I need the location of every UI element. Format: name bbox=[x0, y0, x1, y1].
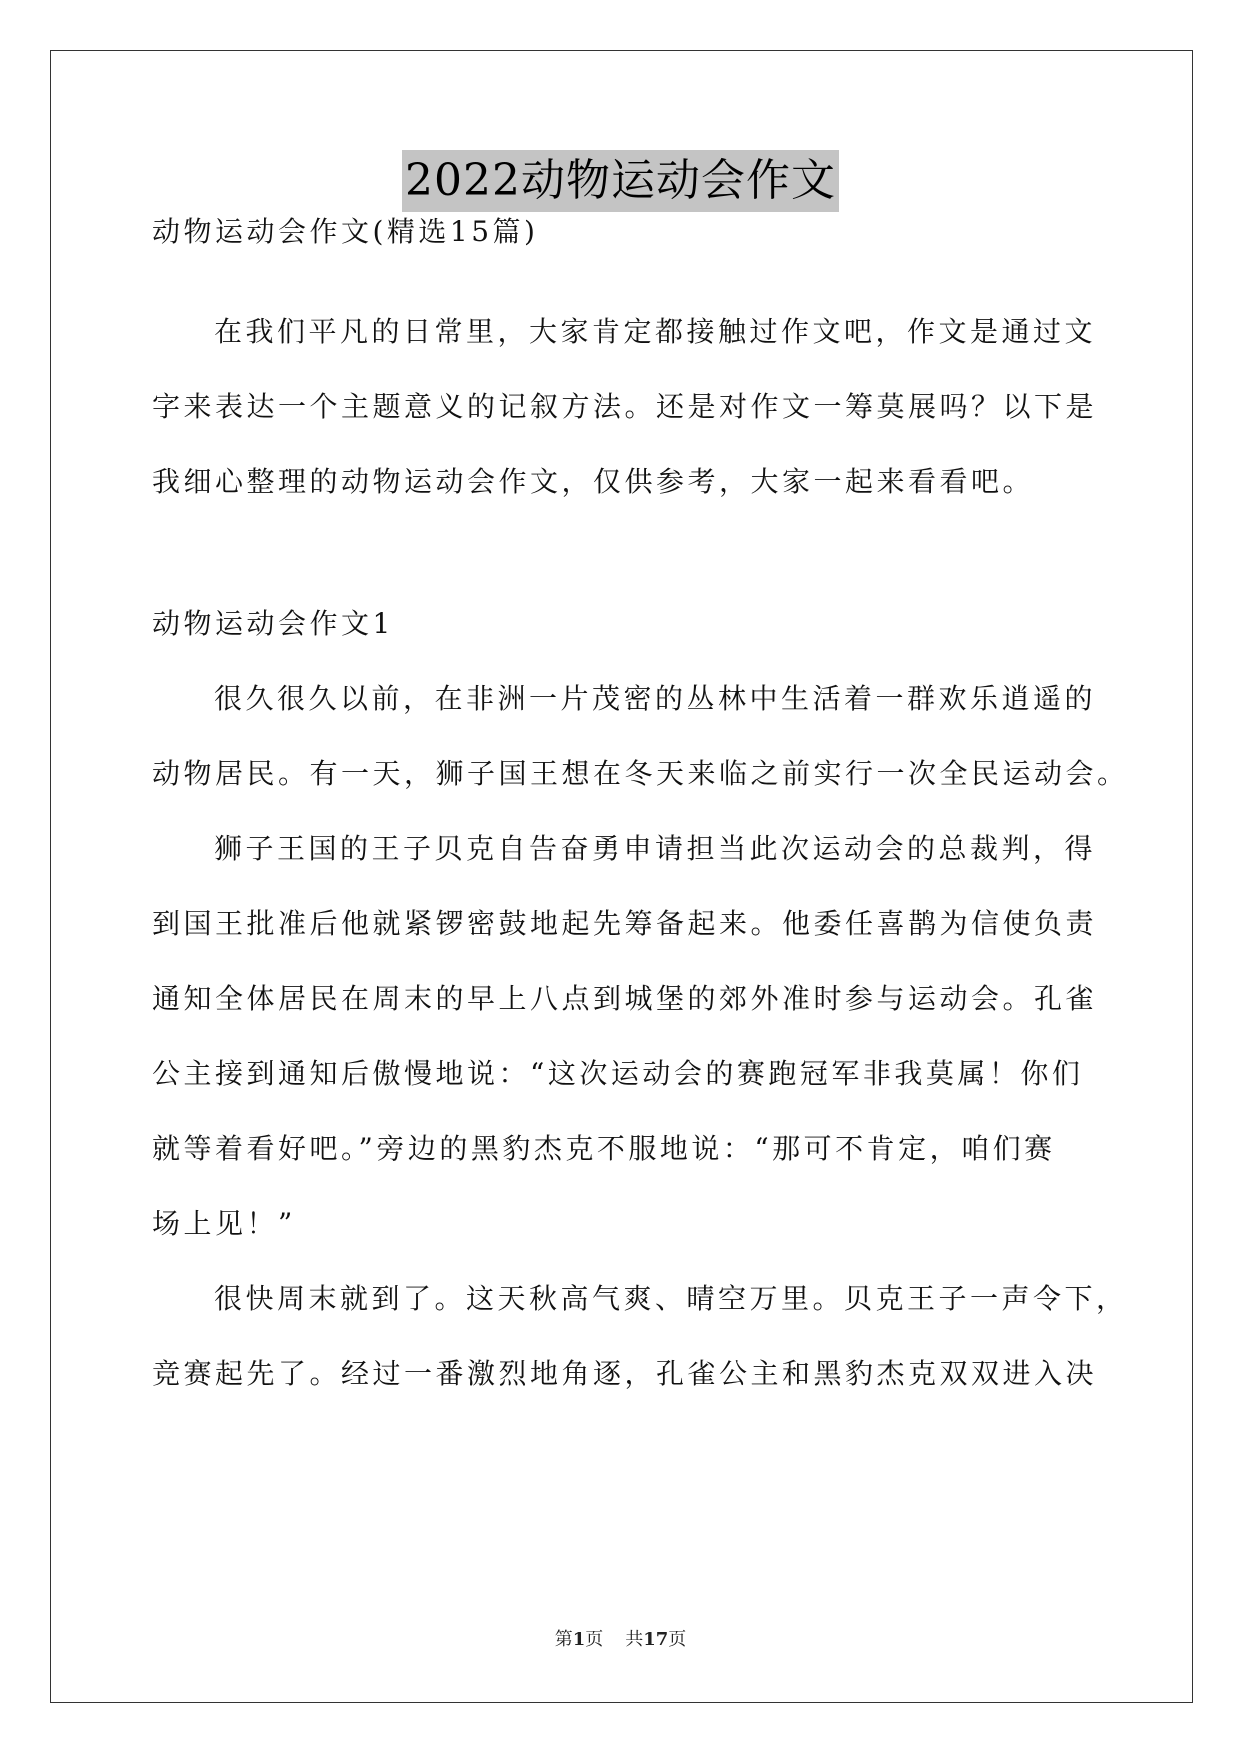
body-line: 狮子王国的王子贝克自告奋勇申请担当此次运动会的总裁判，得 bbox=[214, 832, 1097, 865]
intro-line: 字来表达一个主题意义的记叙方法。还是对作文一筹莫展吗？以下是 bbox=[152, 390, 1098, 423]
body-line: 很久很久以前，在非洲一片茂密的丛林中生活着一群欢乐逍遥的 bbox=[214, 682, 1097, 715]
page-prefix: 第 bbox=[554, 1629, 573, 1650]
page-suffix: 页 bbox=[585, 1629, 604, 1650]
body-line: 通知全体居民在周末的早上八点到城堡的郊外准时参与运动会。孔雀 bbox=[152, 982, 1098, 1015]
document-title: 2022动物运动会作文 bbox=[402, 150, 839, 212]
body-line: 公主接到通知后傲慢地说：“这次运动会的赛跑冠军非我莫属！你们 bbox=[152, 1057, 1084, 1090]
total-prefix: 共 bbox=[625, 1629, 644, 1650]
body-line: 就等着看好吧。”旁边的黑豹杰克不服地说：“那可不肯定，咱们赛 bbox=[152, 1132, 1056, 1165]
page-border bbox=[50, 50, 1193, 1703]
body-line: 竞赛起先了。经过一番激烈地角逐，孔雀公主和黑豹杰克双双进入决 bbox=[152, 1357, 1098, 1390]
total-pages-number: 17 bbox=[643, 1629, 669, 1650]
document-subtitle: 动物运动会作文(精选15篇) bbox=[152, 215, 539, 248]
intro-line: 我细心整理的动物运动会作文，仅供参考，大家一起来看看吧。 bbox=[152, 465, 1035, 498]
body-line: 动物居民。有一天，狮子国王想在冬天来临之前实行一次全民运动会。 bbox=[152, 757, 1129, 790]
body-line: 很快周末就到了。这天秋高气爽、晴空万里。贝克王子一声令下， bbox=[214, 1282, 1128, 1315]
section-heading: 动物运动会作文1 bbox=[152, 607, 394, 640]
body-line: 场上见！” bbox=[152, 1207, 296, 1240]
intro-line: 在我们平凡的日常里，大家肯定都接触过作文吧，作文是通过文 bbox=[214, 315, 1097, 348]
total-suffix: 页 bbox=[668, 1629, 687, 1650]
title-container bbox=[0, 150, 1241, 212]
page-footer bbox=[0, 1628, 1241, 1652]
current-page-number: 1 bbox=[572, 1629, 586, 1650]
body-line: 到国王批准后他就紧锣密鼓地起先筹备起来。他委任喜鹊为信使负责 bbox=[152, 907, 1098, 940]
